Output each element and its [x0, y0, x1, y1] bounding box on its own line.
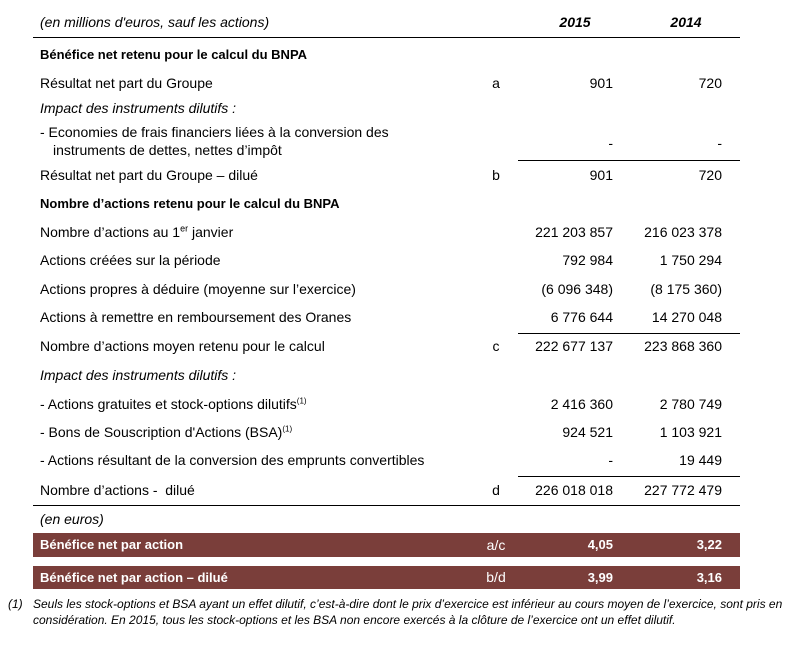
highlight-row-diluted-eps: [33, 566, 740, 589]
row-label-text: Nombre d’actions au 1: [40, 224, 181, 240]
ordinal-suffix: er: [180, 223, 189, 234]
table-row-average-shares: [33, 336, 740, 356]
footnote-ref: (1): [296, 396, 307, 406]
row-label: - Actions résultant de la conversion des emprunts convertibles: [40, 452, 425, 468]
value-2014: 216 023 378: [644, 224, 722, 240]
footnote-ref: (1): [282, 424, 293, 434]
value-2014: 14 270 048: [651, 309, 722, 325]
value-2015: 226 018 018: [535, 482, 613, 498]
column-header-2015: 2015: [559, 14, 591, 30]
value-2014: 19 449: [679, 452, 722, 468]
value-2014: 227 772 479: [644, 482, 722, 498]
value-2014: 223 868 360: [644, 338, 722, 354]
row-label: [40, 394, 307, 414]
eps-unit-caption: (en euros): [40, 511, 104, 527]
section-title-row: [33, 194, 740, 214]
value-2014: 720: [698, 167, 722, 183]
table-row-diluted-group-net-income: [33, 165, 740, 185]
column-header-2014: 2014: [670, 14, 702, 30]
value-2015: 221 203 857: [535, 224, 613, 240]
value-2014: 3,22: [696, 537, 722, 552]
table-row-oranes-shares: [33, 307, 740, 327]
formula-ref: a/c: [486, 537, 506, 553]
footnote-marker: (1): [8, 597, 23, 611]
value-2014: 3,16: [696, 570, 722, 585]
row-label: Actions créées sur la période: [40, 252, 221, 268]
row-label: [40, 422, 292, 442]
table-row-diluted-shares: [33, 480, 740, 500]
row-label: Résultat net part du Groupe: [40, 75, 213, 91]
value-2015: 4,05: [587, 537, 613, 552]
value-2014: 720: [698, 75, 722, 91]
value-2014: 2 780 749: [659, 396, 722, 412]
value-2015: 222 677 137: [535, 338, 613, 354]
table-header-row: [33, 12, 740, 32]
value-2014: 1 750 294: [659, 252, 722, 268]
value-2015: 924 521: [562, 424, 613, 440]
table-row-group-net-income: [33, 73, 740, 93]
row-label: Nombre d’actions moyen retenu pour le calcul: [40, 338, 325, 354]
row-label-text: - Actions gratuites et stock-options dilutifs: [40, 396, 297, 412]
subheading-row: [33, 365, 740, 385]
value-2015: 3,99: [587, 570, 613, 585]
value-2015: (6 096 348): [541, 281, 613, 297]
value-2014: (8 175 360): [650, 281, 722, 297]
header-rule: [33, 37, 740, 38]
table-row-financial-savings: [33, 123, 740, 160]
subtotal-rule: [518, 333, 740, 334]
value-2015: -: [608, 135, 613, 151]
row-label: Bénéfice net par action: [40, 537, 184, 552]
row-label-text: - Bons de Souscription d'Actions (BSA): [40, 424, 283, 440]
table-row-free-shares-options: [33, 394, 740, 414]
formula-ref: d: [492, 482, 500, 498]
value-2014: -: [717, 135, 722, 151]
section-rule: [33, 505, 740, 506]
row-label: Résultat net part du Groupe – dilué: [40, 167, 258, 183]
section-title-shares: Nombre d’actions retenu pour le calcul du BNPA: [40, 196, 340, 211]
row-label: Nombre d’actions - dilué: [40, 482, 195, 498]
table-row-created-shares: [33, 250, 740, 270]
units-caption: (en millions d'euros, sauf les actions): [40, 14, 270, 30]
value-2014: 1 103 921: [659, 424, 722, 440]
row-label: Actions à remettre en remboursement des Oranes: [40, 309, 352, 325]
value-2015: 2 416 360: [550, 396, 613, 412]
subtotal-rule: [518, 476, 740, 477]
table-row-treasury-shares: [33, 279, 740, 299]
footnote: [0, 596, 804, 632]
subheading-row: [33, 98, 740, 118]
section-title-net-income: Bénéfice net retenu pour le calcul du BNPA: [40, 47, 308, 62]
dilutive-impact-subheading: Impact des instruments dilutifs :: [40, 100, 237, 116]
table-row-warrants: [33, 422, 740, 442]
table-row-convertible-bonds: [33, 450, 740, 470]
row-label-text-end: janvier: [188, 224, 234, 240]
section-title-row: [33, 45, 740, 65]
highlight-row-basic-eps: [33, 533, 740, 557]
row-label: - Economies de frais financiers liées à la conversion des instruments de dettes, nettes d’impôt: [40, 124, 389, 158]
formula-ref: b: [492, 167, 500, 183]
row-label: [40, 222, 233, 242]
value-2015: 792 984: [562, 252, 613, 268]
value-2015: 6 776 644: [550, 309, 613, 325]
formula-ref: a: [492, 75, 500, 91]
value-2015: 901: [589, 75, 613, 91]
formula-ref: c: [492, 338, 500, 354]
subtotal-rule: [518, 160, 740, 161]
row-label: Actions propres à déduire (moyenne sur l’exercice): [40, 281, 356, 297]
value-2015: 901: [589, 167, 613, 183]
formula-ref: b/d: [486, 569, 506, 585]
value-2015: -: [608, 452, 613, 468]
table-row-opening-shares: [33, 222, 740, 242]
row-label: Bénéfice net par action – dilué: [40, 570, 228, 585]
subheading-row: [33, 509, 740, 529]
footnote-text: Seuls les stock-options et BSA ayant un effet dilutif, c’est-à-dire dont le prix d’exercice est inférieur au cours moyen de l’exercice, sont pris en considération. En 2015, tous les stock-options et les BSA non encore exercés à la clôture de l’exercice ont un effet dilutif.: [33, 597, 783, 627]
dilutive-impact-subheading: Impact des instruments dilutifs :: [40, 367, 237, 383]
